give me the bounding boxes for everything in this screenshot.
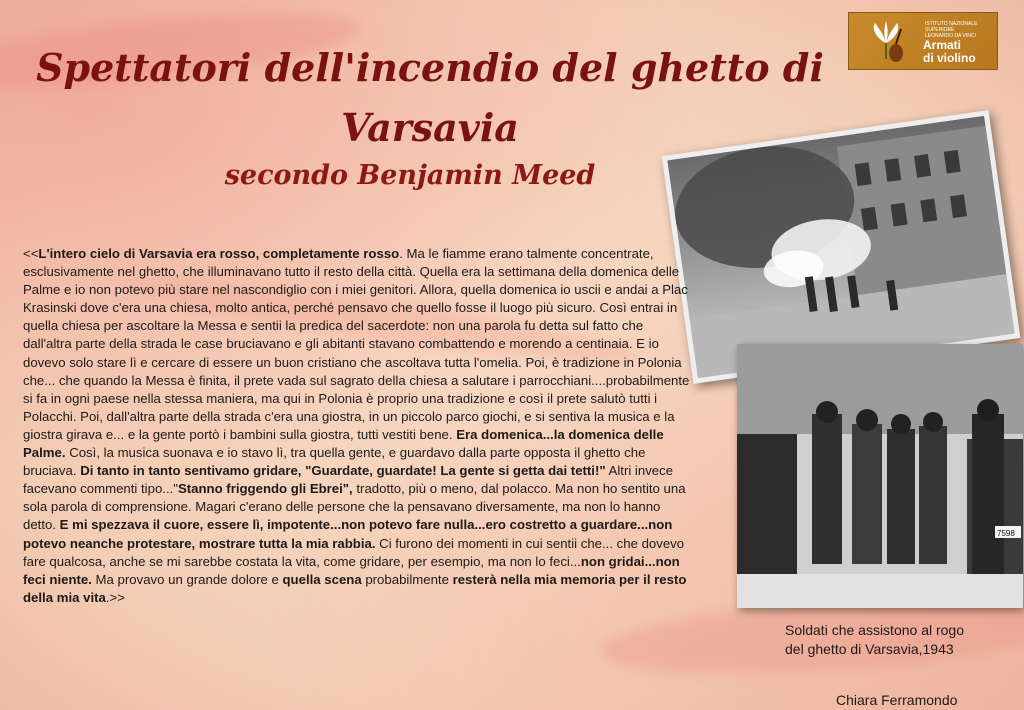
brand-name-line2: di violino: [923, 51, 976, 65]
lily-violin-icon: [863, 19, 909, 65]
testimony-highlight: Di tanto in tanto sentivamo gridare, "Guardate, guardate! La gente si getta dai tetti!": [80, 463, 606, 479]
testimony-segment: Ci furono dei momenti in cui sentii che... che dovevo fare qualcosa, anche se mi sarebbe costata la vita, come gridare, per esempio, ma non lo feci...: [23, 535, 685, 569]
institute-name-line1: ISTITUTO NAZIONALE SUPERIORE: [925, 21, 978, 33]
page-title-line1: Spettatori dell'incendio del ghetto di: [36, 45, 824, 90]
testimony-highlight: Era domenica...la domenica delle Palme.: [23, 426, 664, 461]
project-logo: [848, 12, 998, 70]
institute-name-line2: LEONARDO DA VINCI: [925, 33, 976, 39]
photo-caption-line2: del ghetto di Varsavia,1943: [785, 641, 954, 657]
testimony-segment: tradotto, più o meno, dal polacco. Ma non ho sentito una sola parola di comprensione. Magari c'erano delle persone che la pensavano diversamente, ma non lo hanno detto.: [23, 481, 686, 533]
testimony-segment: Così, la musica suonava e io stavo lì, tra quella gente, e guardavo dalla parte opposta il ghetto che bruciava.: [23, 445, 646, 479]
brand-name: [923, 39, 997, 65]
testimony-segment: <<: [23, 246, 39, 261]
testimony-highlight: non gridai...non feci niente.: [23, 553, 680, 587]
license-plate: 7598: [997, 529, 1015, 538]
testimony-highlight: E mi spezzava il cuore, essere lì, impotente...non potevo fare nulla...ero costretto a guardare...non potevo neanche protestare, mostrare tutta la mia rabbia.: [23, 517, 673, 551]
soldiers-photo: [737, 344, 1023, 608]
author-name: Chiara Ferramondo: [836, 692, 958, 708]
testimony-highlight: quella scena: [282, 571, 362, 587]
photo-caption-line1: Soldati che assistono al rogo: [785, 622, 964, 638]
page-title-line2: Varsavia: [341, 105, 519, 150]
page-subtitle: secondo Benjamin Meed: [224, 160, 596, 191]
brand-name-line1: Armati: [923, 38, 962, 52]
page-title: [30, 38, 830, 158]
institute-badge: [925, 21, 995, 39]
testimony-text: [23, 245, 691, 607]
testimony-segment: Ma provavo un grande dolore e: [91, 571, 283, 587]
testimony-highlight: resterà nella mia memoria per il resto della mia vita: [23, 571, 687, 605]
testimony-highlight: L'intero cielo di Varsavia era rosso, completamente rosso: [38, 246, 400, 261]
testimony-segment: probabilmente: [361, 571, 453, 587]
testimony-segment: Altri invece facevano commenti tipo...": [23, 463, 674, 497]
testimony-segment: . Ma le fiamme erano talmente concentrate, esclusivamente nel ghetto, che illuminavano tutto il resto della città. Quella era la settimana della domenica delle Palme e io non potevo più stare nel nascondiglio con i miei genitori. Allora, quella domenica io uscii e andai a Plac Krasinski dove c'era una chiesa, molto antica, perché pensavo che quello fosse il luogo più sicuro. Così entrai in quella chiesa per ascoltare la Messa e sentii la predica del sacerdote: non una parola fu detta sul fatto che dall'altra parte della strada le case bruciavano e gli abitanti stavano combattendo e morendo a centinaia. E io dovevo solo stare lì e cercare di essere un buon cristiano che ascoltava tutta l'omelia. Poi, è tradizione in Polonia che... che quando la Messa è finita, il prete vada sul sagrato della chiesa a salutare i parrocchiani....probabilmente si fa in ogni paese nella stessa maniera, ma qui in Polonia è proprio una tradizione e così il prete salutò tutti i Polacchi. Poi, dall'altra parte della strada c'era una giostra, in un piccolo parco giochi, e si sentiva la musica e la giostra girava e... e la gente portò i bambini sulla giostra, tutti vestiti bene.: [23, 246, 690, 442]
ghetto-fire-photo: [662, 110, 1021, 384]
testimony-segment: .>>: [105, 589, 125, 605]
photo-caption: [785, 621, 1021, 659]
testimony-highlight: Stanno friggendo gli Ebrei",: [177, 481, 353, 497]
